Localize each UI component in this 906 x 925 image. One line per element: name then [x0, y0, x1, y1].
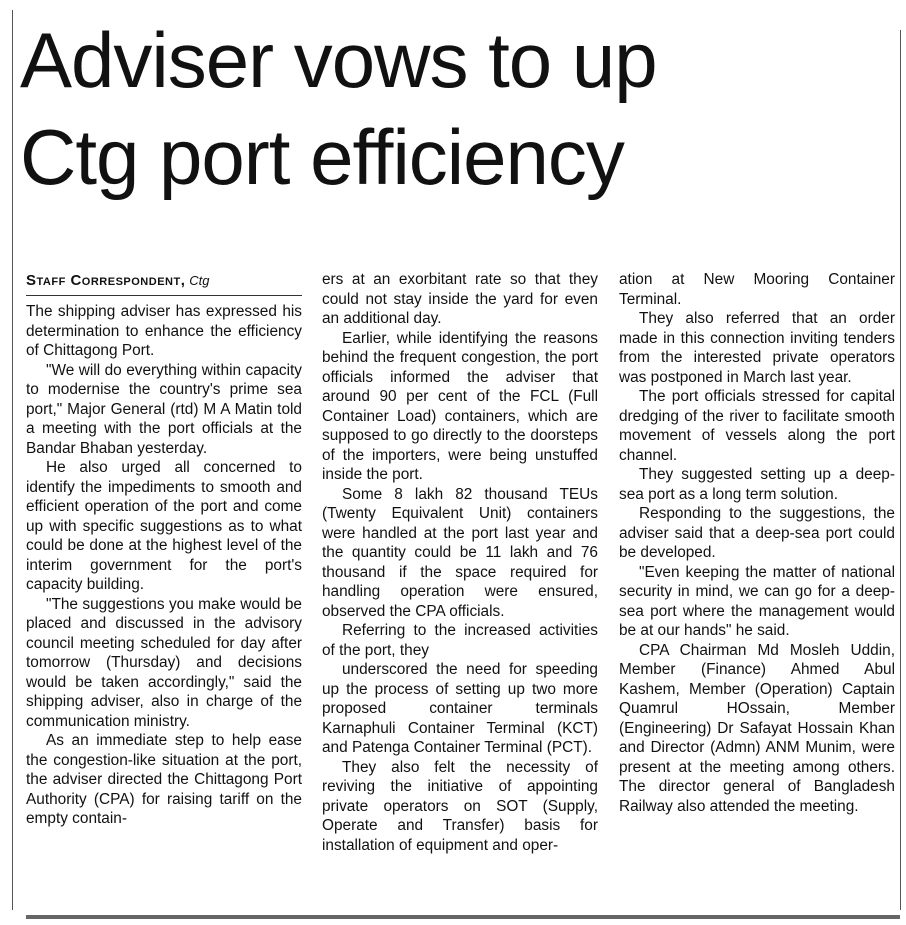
paragraph: "We will do everything within capacity to modernise the country's prime sea port," Major General (rtd) M A Matin told a meeting with the port officials at the Bandar Bhaban yesterday.	[26, 361, 302, 457]
paragraph: They also felt the necessity of reviving the initiative of appointing private operators on SOT (Supply, Operate and Transfer) basis for installation of equipment and oper-	[322, 758, 598, 854]
paragraph: Referring to the increased activities of the port, they	[322, 622, 598, 659]
byline-place: Ctg	[189, 273, 210, 288]
headline-line-1: Adviser vows to up	[20, 16, 657, 104]
paragraph: Responding to the suggestions, the adviser said that a deep-sea port could be developed.	[619, 505, 895, 561]
paragraph: They also referred that an order made in this connection inviting tenders from the interested private operators was postponed in March last year.	[619, 310, 895, 386]
paragraph: CPA Chairman Md Mosleh Uddin, Member (Finance) Ahmed Abul Kashem, Member (Operation) Captain Quamrul HOssain, Member (Engineering) Dr Safayat Hossain Khan and Director (Admn) ANM Munim, were present at the meeting among others. The director general of Bangladesh Railway also attended the meeting.	[619, 641, 895, 815]
paragraph: Some 8 lakh 82 thousand TEUs (Twenty Equivalent Unit) containers were handled at the port last year and the quantity could be 11 lakh and 76 thousand if the space required for handling operation were ensured, observed the CPA officials.	[322, 485, 598, 620]
right-column-rule	[900, 30, 901, 910]
paragraph: He also urged all concerned to identify the impediments to smooth and efficient operation of the port and come up with specific suggestions as to what could be done at the highest level of the interim government for the port's capacity building.	[26, 459, 302, 593]
paragraph: "The suggestions you make would be placed and discussed in the advisory council meeting scheduled for day after tomorrow (Thursday) and decisions would be taken accordingly," said the shipping adviser, also in charge of the communication ministry.	[26, 595, 302, 730]
byline-name: Staff Correspondent,	[26, 272, 186, 289]
paragraph: They suggested setting up a deep-sea port as a long term solution.	[619, 466, 895, 503]
headline-line-2: Ctg port efficiency	[20, 113, 624, 201]
left-column-rule	[12, 10, 13, 910]
article-column-1	[26, 270, 302, 829]
paragraph: As an immediate step to help ease the congestion-like situation at the port, the adviser directed the Chittagong Port Authority (CPA) for raising tariff on the empty contain-	[26, 732, 302, 827]
paragraph: Earlier, while identifying the reasons behind the frequent congestion, the port officials informed the adviser that around 90 per cent of the FCL (Full Container Load) containers, which are supposed to go directly to the doorsteps of the importers, were being unstuffed inside the port.	[322, 329, 598, 483]
byline	[26, 270, 302, 296]
bottom-rule	[26, 915, 900, 919]
article-column-3	[619, 270, 895, 816]
article-column-2	[322, 270, 598, 855]
paragraph: underscored the need for speeding up the process of setting up two more proposed container terminals Karnaphuli Container Terminal (KCT) and Patenga Container Terminal (PCT).	[322, 661, 598, 756]
paragraph: The shipping adviser has expressed his determination to enhance the efficiency of Chittagong Port.	[26, 303, 302, 359]
paragraph: ation at New Mooring Container Terminal.	[619, 271, 895, 308]
paragraph: ers at an exorbitant rate so that they could not stay inside the yard for even an additional day.	[322, 271, 598, 327]
headline	[20, 12, 900, 206]
paragraph: "Even keeping the matter of national security in mind, we can go for a deep-sea port where the management would be at our hands" he said.	[619, 563, 895, 639]
paragraph: The port officials stressed for capital dredging of the river to facilitate smooth movement of vessels along the port channel.	[619, 388, 895, 464]
